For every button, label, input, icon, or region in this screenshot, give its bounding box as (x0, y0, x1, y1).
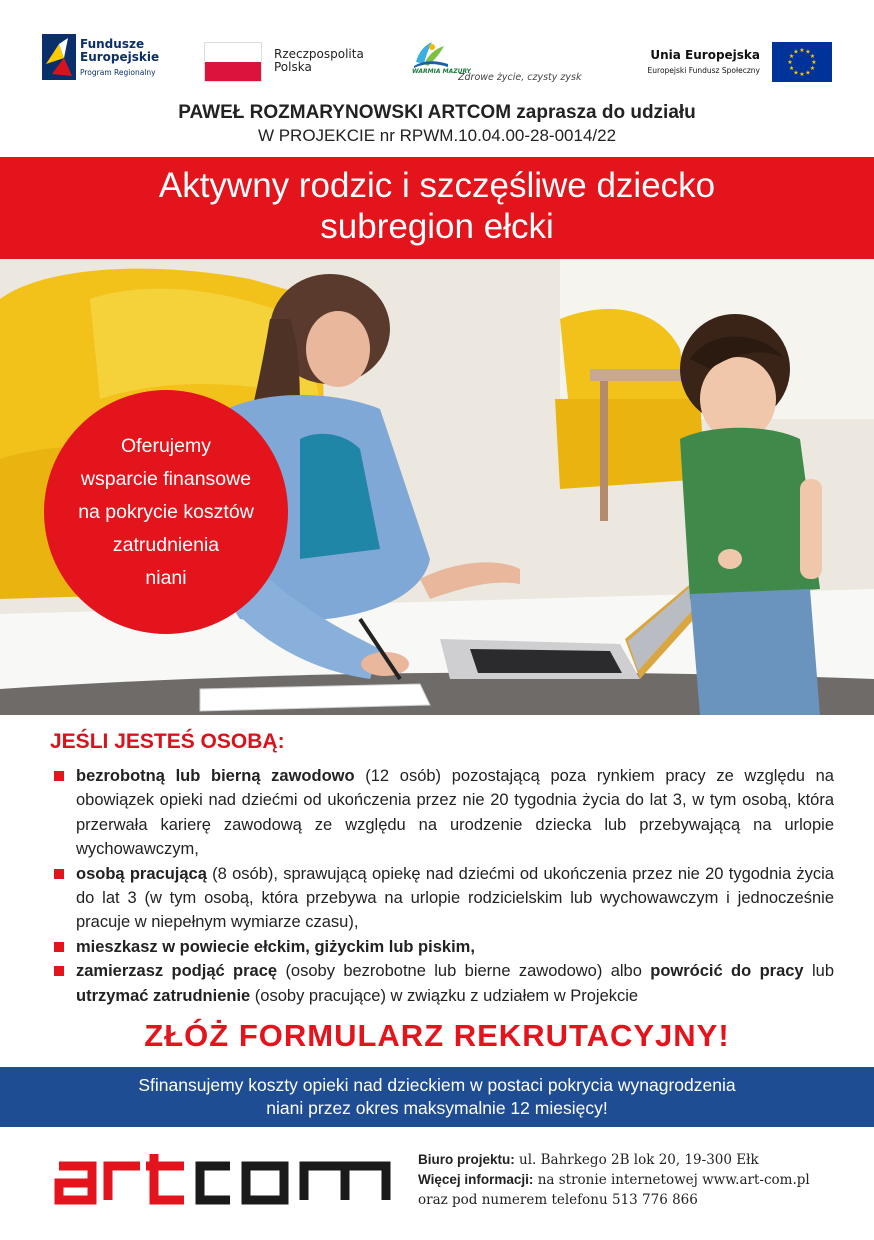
warmia-name: WARMIA MAZURY (412, 68, 471, 75)
finance-line2: niani przez okres maksymalnie 12 miesięcy! (266, 1098, 608, 1118)
warmia-mazury-logo (410, 40, 610, 84)
svg-text:★: ★ (793, 69, 799, 77)
brand-text: artcom (54, 1150, 58, 1151)
fundusze-line2: Europejskie (80, 50, 160, 64)
item4-text-b: lub (803, 962, 835, 981)
eligibility-item-employment (54, 959, 834, 1008)
info-line (418, 1170, 858, 1190)
item2-bold: osobą pracującą (76, 864, 207, 883)
polish-flag-icon (204, 42, 262, 82)
item4-bold-b: powrócić do pracy (650, 962, 804, 981)
fundusze-europejskie-logo (42, 34, 182, 84)
ue-sub: Europejski Fundusz Społeczny (647, 66, 760, 75)
invitation (0, 102, 874, 146)
warmia-slogan: Zdrowe życie, czysty zysk (458, 72, 582, 83)
svg-text:★: ★ (805, 48, 811, 56)
eligibility-heading: JEŚLI JESTEŚ OSOBĄ: (50, 730, 285, 753)
offer-line-5: niani (145, 566, 187, 589)
warmia-mazury-icon (410, 40, 450, 70)
bullet-square-icon (54, 942, 64, 952)
eligibility-item-unemployed (54, 764, 834, 862)
fundusze-line1: Fundusze (80, 37, 145, 51)
svg-text:★: ★ (805, 69, 811, 77)
offer-line-3: na pokrycie kosztów (78, 500, 254, 523)
office-line (418, 1150, 858, 1170)
info-value: na stronie internetowej www.art-com.pl (533, 1172, 810, 1188)
finance-line1: Sfinansujemy koszty opieki nad dzieckiem w postaci pokrycia wynagrodzenia (138, 1075, 736, 1095)
svg-text:★: ★ (809, 53, 816, 60)
title-band (0, 157, 874, 259)
logo-strip (0, 0, 874, 100)
bullet-square-icon (54, 869, 64, 879)
office-label: Biuro projektu: (418, 1152, 515, 1167)
item4-bold-c: utrzymać zatrudnienie (76, 986, 251, 1005)
item4-text-c: (osoby pracujące) w związku z udziałem w Projekcie (250, 986, 639, 1005)
rzeczpospolita-logo (204, 40, 384, 84)
phone-line: oraz pod numerem telefonu 513 776 866 (418, 1192, 698, 1208)
info-label: Więcej informacji: (418, 1172, 534, 1187)
svg-text:★: ★ (788, 65, 795, 72)
fundusze-star-icon (42, 34, 76, 80)
item4-text-a: (osoby bezrobotne lub bierne zawodowo) albo (277, 962, 651, 981)
rp-line1: Rzeczpospolita (274, 47, 364, 61)
svg-text:★: ★ (809, 65, 816, 72)
eligibility-item-residence (54, 935, 834, 959)
item3-bold: mieszkasz w powiecie ełckim, giżyckim lub piskim, (76, 937, 475, 956)
offer-line-2: wsparcie finansowe (80, 467, 252, 490)
unia-europejska-logo (620, 42, 832, 84)
eligibility-item-working (54, 862, 834, 935)
ue-title: Unia Europejska (650, 48, 760, 62)
contact-info (418, 1150, 858, 1210)
svg-text:★: ★ (788, 53, 795, 60)
artcom-wordmark-icon (54, 1150, 394, 1210)
artcom-logo (54, 1150, 394, 1210)
invitation-line2: W PROJEKCIE nr RPWM.10.04.00-28-0014/22 (257, 126, 617, 145)
svg-text:★: ★ (793, 48, 799, 56)
offer-circle (44, 390, 288, 634)
item1-text: (12 osób) pozostającą poza rynkiem pracy ze względu na obowiązek opieki nad dziećmi od ukończenia przez nie 20 tygodnia życia do lat 3, w tym osobą, która przerwała karierę zawodową ze względu na urodzenie dziecka lub przebywającą na urlopie wychowawczym, (76, 767, 834, 859)
item4-bold-a: zamierzasz podjąć pracę (76, 962, 278, 981)
item1-bold: bezrobotną lub bierną zawodowo (76, 767, 355, 785)
offer-line-4: zatrudnienia (112, 533, 220, 556)
bullet-square-icon (54, 966, 64, 976)
office-value: ul. Bahrkego 2B lok 20, 19-300 Ełk (514, 1152, 759, 1168)
bullet-square-icon (54, 771, 64, 781)
finance-band (0, 1067, 874, 1127)
eu-flag-icon (772, 42, 832, 82)
svg-text:★: ★ (811, 59, 817, 66)
svg-text:★: ★ (799, 71, 805, 78)
title-line2: subregion ełcki (320, 207, 554, 246)
rp-line2: Polska (274, 60, 312, 74)
offer-line-1: Oferujemy (121, 434, 211, 457)
title-line1: Aktywny rodzic i szczęśliwe dziecko (158, 166, 716, 205)
item2-text: (8 osób), sprawującą opiekę nad dziećmi od ukończenia przez nie 20 tygodnia życia do lat 3 (w tym osobą, która przebywa na urlopie rodzicielskim lub wychowawczym i jednocześnie pracuje w niepełnym wymiarze czasu), (76, 864, 834, 932)
invitation-line1: PAWEŁ ROZMARYNOWSKI ARTCOM zaprasza do udziału (178, 102, 696, 123)
svg-text:★: ★ (799, 47, 805, 54)
svg-text:★: ★ (787, 59, 793, 66)
fundusze-sub: Program Regionalny (80, 68, 156, 77)
cta-heading: ZŁÓŻ FORMULARZ REKRUTACYJNY! (144, 1018, 730, 1053)
eligibility-list (54, 764, 834, 1008)
